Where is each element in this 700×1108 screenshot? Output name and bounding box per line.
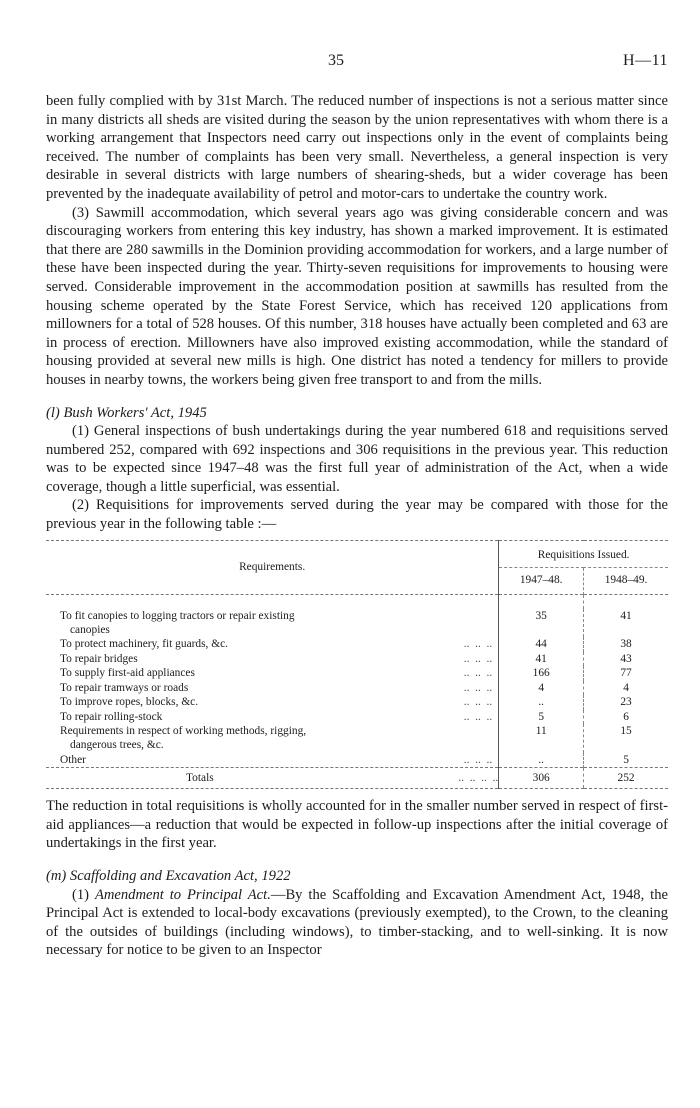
document-reference: H—11 (623, 52, 668, 69)
totals-1948-49: 252 (584, 768, 668, 789)
value-1947-48: .. (499, 695, 584, 709)
value-1947-48: 41 (499, 652, 584, 666)
paragraph-shearing-sheds: been fully complied with by 31st March. The reduced number of inspections is not a serious matter since in many districts all sheds are visited during the season by the union representatives with whom there is a working arrangement that Inspectors need carry out inspections only in the event of complaints being received. The number of complaints has been very small. Nevertheless, a general inspection is very desirable in several districts with large numbers of shearing-sheds, but a wider coverage has been prevented by the inadequate availability of petrol and motor-cars to undertake the country work. (46, 93, 668, 202)
subheading-amendment: Amendment to Principal Act. (94, 886, 271, 903)
value-1948-49: 77 (584, 666, 668, 680)
value-1948-49: 23 (584, 695, 668, 709)
value-1948-49: 15 (584, 724, 668, 753)
value-1948-49: 38 (584, 637, 668, 651)
requirement-label: To protect machinery, fit guards, &c. .. .. .. (60, 638, 493, 651)
value-1947-48: 35 (499, 609, 584, 638)
value-1947-48: .. (499, 753, 584, 768)
table-row (46, 637, 668, 651)
paragraph-requisitions-intro: (2) Requisitions for improvements served during the year may be compared with those for the previous year in the following table :— (46, 497, 668, 533)
column-header-requisitions-issued: Requisitions Issued. (499, 540, 668, 567)
column-header-requirements: Requirements. (46, 540, 499, 594)
requirement-label: To improve ropes, blocks, &c. .. .. .. (60, 696, 493, 709)
section-heading-bush-workers (46, 404, 668, 423)
paragraph-amendment: (1) Amendment to Principal Act.—By the Scaffolding and Excavation Amendment Act, 1948, the Principal Act is extended to local-body excavations (previously exempted), to the Crown, to the cleaning of the outsides of buildings (including windows), to timber-stacking, and to well-sinking. It is now necessary for notice to be given to an Inspector (46, 886, 668, 959)
section-letter: (m) (46, 867, 67, 884)
value-1948-49: 41 (584, 609, 668, 638)
column-header-1948-49: 1948–49. (584, 567, 668, 594)
table-row (46, 681, 668, 695)
page-number: 35 (328, 52, 344, 69)
column-header-1947-48: 1947–48. (499, 567, 584, 594)
section-title: Bush Workers' Act, 1945 (63, 404, 207, 421)
table-row (46, 609, 668, 638)
section-heading-scaffolding (46, 867, 668, 886)
paragraph-sawmill-accommodation: (3) Sawmill accommodation, which several years ago was giving considerable concern and was discouraging workers from entering this key industry, has shown a marked improvement. It is estimated that there are 280 sawmills in the Dominion providing accommodation for workers, and a large number of these have been inspected during the year. Thirty-seven requisitions for improvements to housing were served. Considerable improvement in the accommodation position at sawmills has resulted from the housing scheme operated by the State Forest Service, which has received 120 applications from millowners for a total of 528 houses. Of this number, 318 houses have actually been completed and 63 are in process of erection. Millowners have also improved existing accommodation, while the standard of housing provided at several new mills is high. One district has noted a tendency for millers to provide houses in nearby towns, the workers being given free transport to and from the mills. (46, 204, 668, 388)
table-body (46, 609, 668, 768)
value-1947-48: 4 (499, 681, 584, 695)
table-row (46, 710, 668, 724)
table-row (46, 652, 668, 666)
section-title: Scaffolding and Excavation Act, 1922 (69, 867, 291, 884)
requirement-label: To fit canopies to logging tractors or repair existing canopies (60, 609, 295, 637)
page-body (46, 92, 668, 960)
table-row (46, 724, 668, 753)
value-1947-48: 166 (499, 666, 584, 680)
value-1948-49: 6 (584, 710, 668, 724)
table-row-totals (46, 768, 668, 789)
value-1947-48: 5 (499, 710, 584, 724)
value-1947-48: 44 (499, 637, 584, 651)
section-letter: (l) (46, 404, 60, 421)
requirement-label: Requirements in respect of working methods, rigging, dangerous trees, &c. (60, 724, 307, 752)
paragraph-reduction-explanation: The reduction in total requisitions is wholly accounted for in the smaller number served in respect of first-aid appliances—a reduction that would be expected in follow-up inspections after the initial coverage of undertakings in the first year. (46, 798, 668, 852)
table-row (46, 753, 668, 768)
requirement-label: To repair rolling-stock .. .. .. (60, 710, 493, 723)
table-row (46, 695, 668, 709)
totals-1947-48: 306 (499, 768, 584, 789)
requirement-label: To repair bridges .. .. .. (60, 652, 493, 665)
table-row (46, 666, 668, 680)
value-1948-49: 5 (584, 753, 668, 768)
requirement-label: Other .. .. .. (60, 753, 493, 766)
value-1947-48: 11 (499, 724, 584, 753)
requisitions-table (46, 540, 668, 789)
value-1948-49: 4 (584, 681, 668, 695)
totals-label: Totals .. .. .. .. (46, 768, 499, 789)
requirement-label: To supply first-aid appliances .. .. .. (60, 667, 493, 680)
value-1948-49: 43 (584, 652, 668, 666)
requirement-label: To repair tramways or roads .. .. .. (60, 681, 493, 694)
paragraph-general-inspections: (1) General inspections of bush undertakings during the year numbered 618 and requisitions served numbered 252, compared with 692 inspections and 306 requisitions in the previous year. This reduction was to be expected since 1947–48 was the first full year of administration of the Act, when a wide coverage, though a little superficial, was essential. (46, 423, 668, 495)
